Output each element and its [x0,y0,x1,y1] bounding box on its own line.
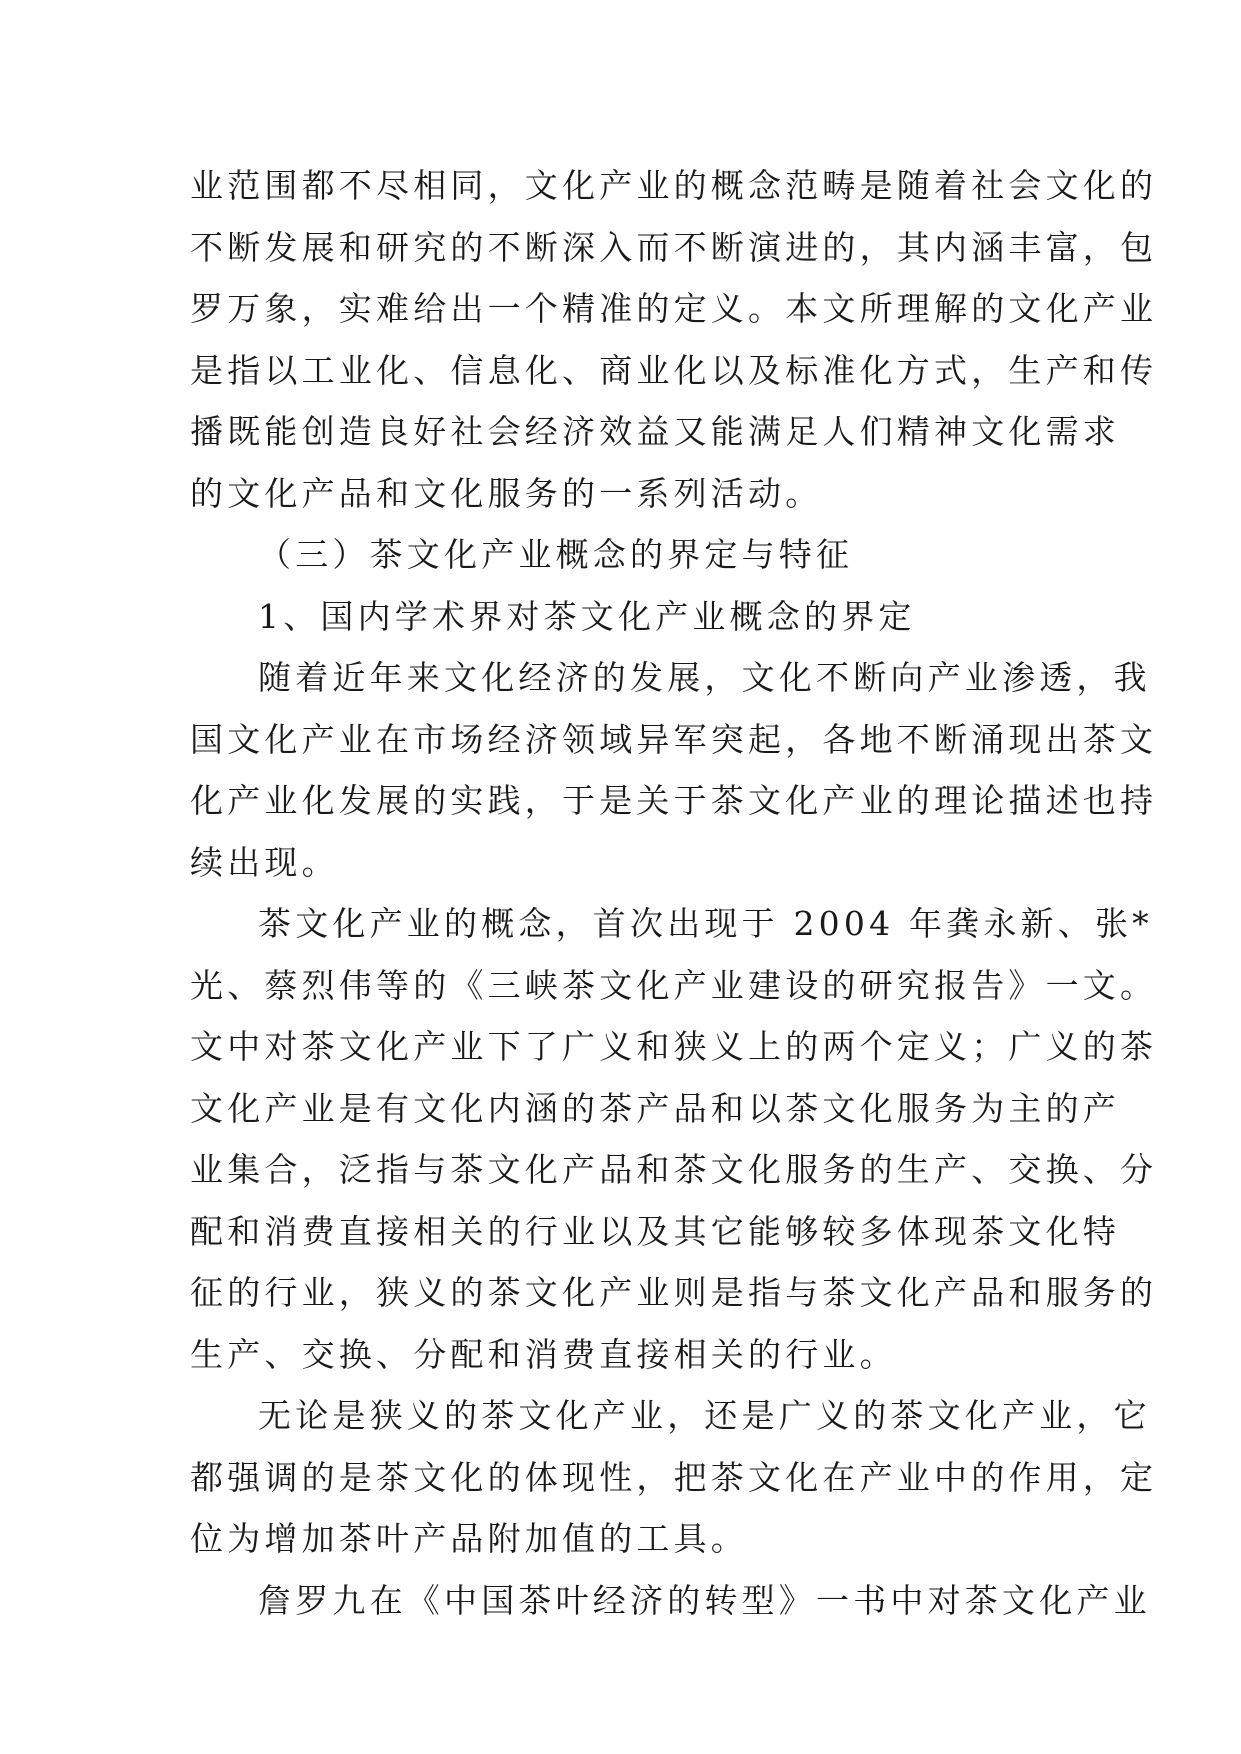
text-line: （三）茶文化产业概念的界定与特征 [258,535,854,574]
text-line: 都强调的是茶文化的体现性，把茶文化在产业中的作用，定 [190,1457,1158,1497]
text-line: 位为增加茶叶产品附加值的工具。 [190,1519,748,1558]
text-line: 无论是狭义的茶文化产业，还是广义的茶文化产业，它 [258,1396,1151,1435]
text-line: 詹罗九在《中国茶叶经济的转型》一书中对茶文化产业 [258,1580,1151,1620]
text-line: 不断发展和研究的不断深入而不断演进的，其内涵丰富，包 [190,227,1158,267]
document-body [190,155,1158,1631]
text-line: 征的行业，狭义的茶文化产业则是指与茶文化产品和服务的 [190,1273,1158,1312]
text-line: 生产、交换、分配和消费直接相关的行业。 [190,1334,897,1374]
text-line: 化产业化发展的实践，于是关于茶文化产业的理论描述也持 [190,781,1158,820]
text-line: 是指以工业化、信息化、商业化以及标准化方式，生产和传 [190,350,1158,390]
text-line: 配和消费直接相关的行业以及其它能够较多体现茶文化特 [190,1211,1120,1251]
text-line: 业范围都不尽相同，文化产业的概念范畴是随着社会文化的 [190,166,1158,205]
text-line: 罗万象，实难给出一个精准的定义。本文所理解的文化产业 [190,289,1158,328]
text-line: 1、国内学术界对茶文化产业概念的界定 [258,596,916,636]
text-line: 国文化产业在市场经济领域异军突起，各地不断涌现出茶文 [190,719,1158,759]
text-line: 茶文化产业的概念，首次出现于 2004 年龚永新、张* [258,904,1153,943]
text-line: 文中对茶文化产业下了广义和狭义上的两个定义；广义的茶 [190,1027,1158,1066]
text-line: 文化产业是有文化内涵的茶产品和以茶文化服务为主的产 [190,1088,1120,1128]
text-line: 光、蔡烈伟等的《三峡茶文化产业建设的研究报告》一文。 [190,965,1158,1005]
text-line: 播既能创造良好社会经济效益又能满足人们精神文化需求 [190,412,1120,451]
text-line: 随着近年来文化经济的发展，文化不断向产业渗透，我 [258,658,1151,697]
text-line: 的文化产品和文化服务的一系列活动。 [190,473,823,513]
text-line: 业集合，泛指与茶文化产品和茶文化服务的生产、交换、分 [190,1150,1158,1189]
text-line: 续出现。 [190,842,339,882]
